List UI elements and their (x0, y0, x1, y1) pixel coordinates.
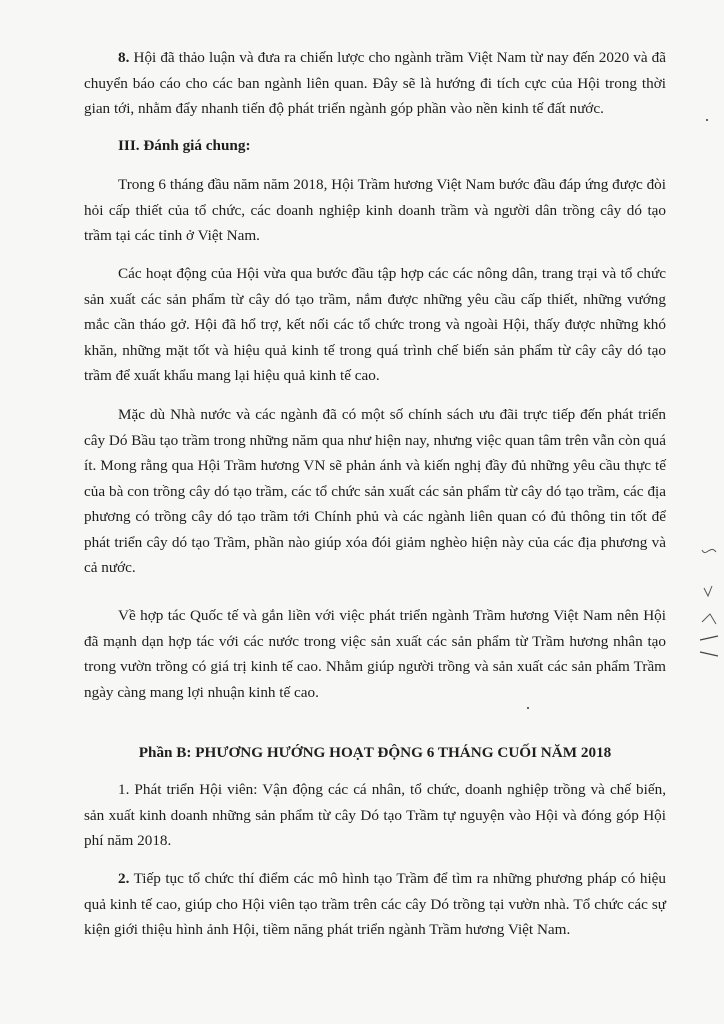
paragraph-general-4: Về hợp tác Quốc tế và gắn liền với việc phát triển ngành Trầm hương Việt Nam nên Hội đã mạnh dạn hợp tác với các nước trong việc sản xuất các sản phẩm từ Trầm hương nhân tạo trong vườn trồng có giá trị kinh tế cao. Nhằm giúp người trồng và sản xuất các sản phẩm Trầm ngày càng mang lợi nhuận kinh tế cao. (84, 607, 666, 701)
paragraph-general-1: Trong 6 tháng đầu năm năm 2018, Hội Trầm hương Việt Nam bước đầu đáp ứng được đòi hỏi cấp thiết của tổ chức, các doanh nghiệp kinh doanh trầm và người dân trồng cây dó tạo trầm tại các tỉnh ở Việt Nam. (84, 176, 666, 244)
item-number: 2. (118, 870, 130, 887)
paragraph-general-2: Các hoạt động của Hội vừa qua bước đầu tập hợp các các nông dân, trang trại và tổ chức sản xuất các sản phẩm từ cây dó tạo trầm, nắm được những yêu cầu cấp thiết, những vướng mắc cần tháo gở. Hội đã hổ trợ, kết nối các tổ chức trong và ngoài Hội, thấy được những khó khăn, những mặt tốt và hiệu quả kinh tế trong quá trình chế biến sản phẩm từ cây cây dó tạo trầm để xuất khẩu mang lại hiệu quả kinh tế cao. (84, 265, 666, 384)
item-8-text: Hội đã thảo luận và đưa ra chiến lược cho ngành trầm Việt Nam từ nay đến 2020 và đã chuyển báo cáo cho các ban ngành liên quan. Đây sẽ là hướng đi tích cực của Hội trong thời gian tới, nhằm đẩy nhanh tiến độ phát triển ngành góp phần vào nền kinh tế đất nước. (84, 49, 666, 117)
scan-speck (706, 119, 708, 121)
scan-speck (527, 707, 529, 709)
part-b-heading: Phần B: PHƯƠNG HƯỚNG HOẠT ĐỘNG 6 THÁNG CUỐI NĂM 2018 (138, 744, 612, 761)
item-number: 8. (118, 49, 130, 66)
paragraph-b-1: 1. Phát triển Hội viên: Vận động các cá nhân, tổ chức, doanh nghiệp trồng và chế biến, sản xuất kinh doanh những sản phẩm từ cây Dó tạo Trầm tự nguyện vào Hội và đóng góp Hội phí năm 2018. (84, 781, 666, 849)
handwritten-margin-icon (696, 540, 724, 660)
paragraph-b-2 (84, 866, 666, 943)
item-b2-text: Tiếp tục tổ chức thí điểm các mô hình tạo Trầm để tìm ra những phương pháp có hiệu quả kinh tế cao, giúp cho Hội viên tạo trầm trên các cây Dó trồng tại vườn nhà. Tổ chức các sự kiện giới thiệu hình ảnh Hội, tiềm năng phát triển ngành Trầm hương Việt Nam. (84, 870, 666, 938)
section-heading-general-assessment: III. Đánh giá chung: (118, 137, 251, 154)
paragraph-general-3: Mặc dù Nhà nước và các ngành đã có một số chính sách ưu đãi trực tiếp đến phát triển cây Dó Bầu tạo trầm trong những năm qua như hiện nay, nhưng việc quan tâm trên vẫn còn quá ít. Mong rằng qua Hội Trầm hương VN sẽ phản ánh và kiến nghị đầy đủ những yêu cầu thực tế của bà con trồng cây dó tạo trầm, các tổ chức sản xuất các sản phẩm từ cây dó tạo trầm, các địa phương có trồng cây dó tạo trầm tới Chính phủ và các ngành liên quan có đủ thông tin tốt để phát triển cây dó tạo Trầm, phần nào giúp xóa đói giảm nghèo hiện này của các địa phương và cả nước. (84, 406, 666, 576)
paragraph-item-8 (84, 45, 666, 122)
margin-annotations (696, 540, 724, 660)
